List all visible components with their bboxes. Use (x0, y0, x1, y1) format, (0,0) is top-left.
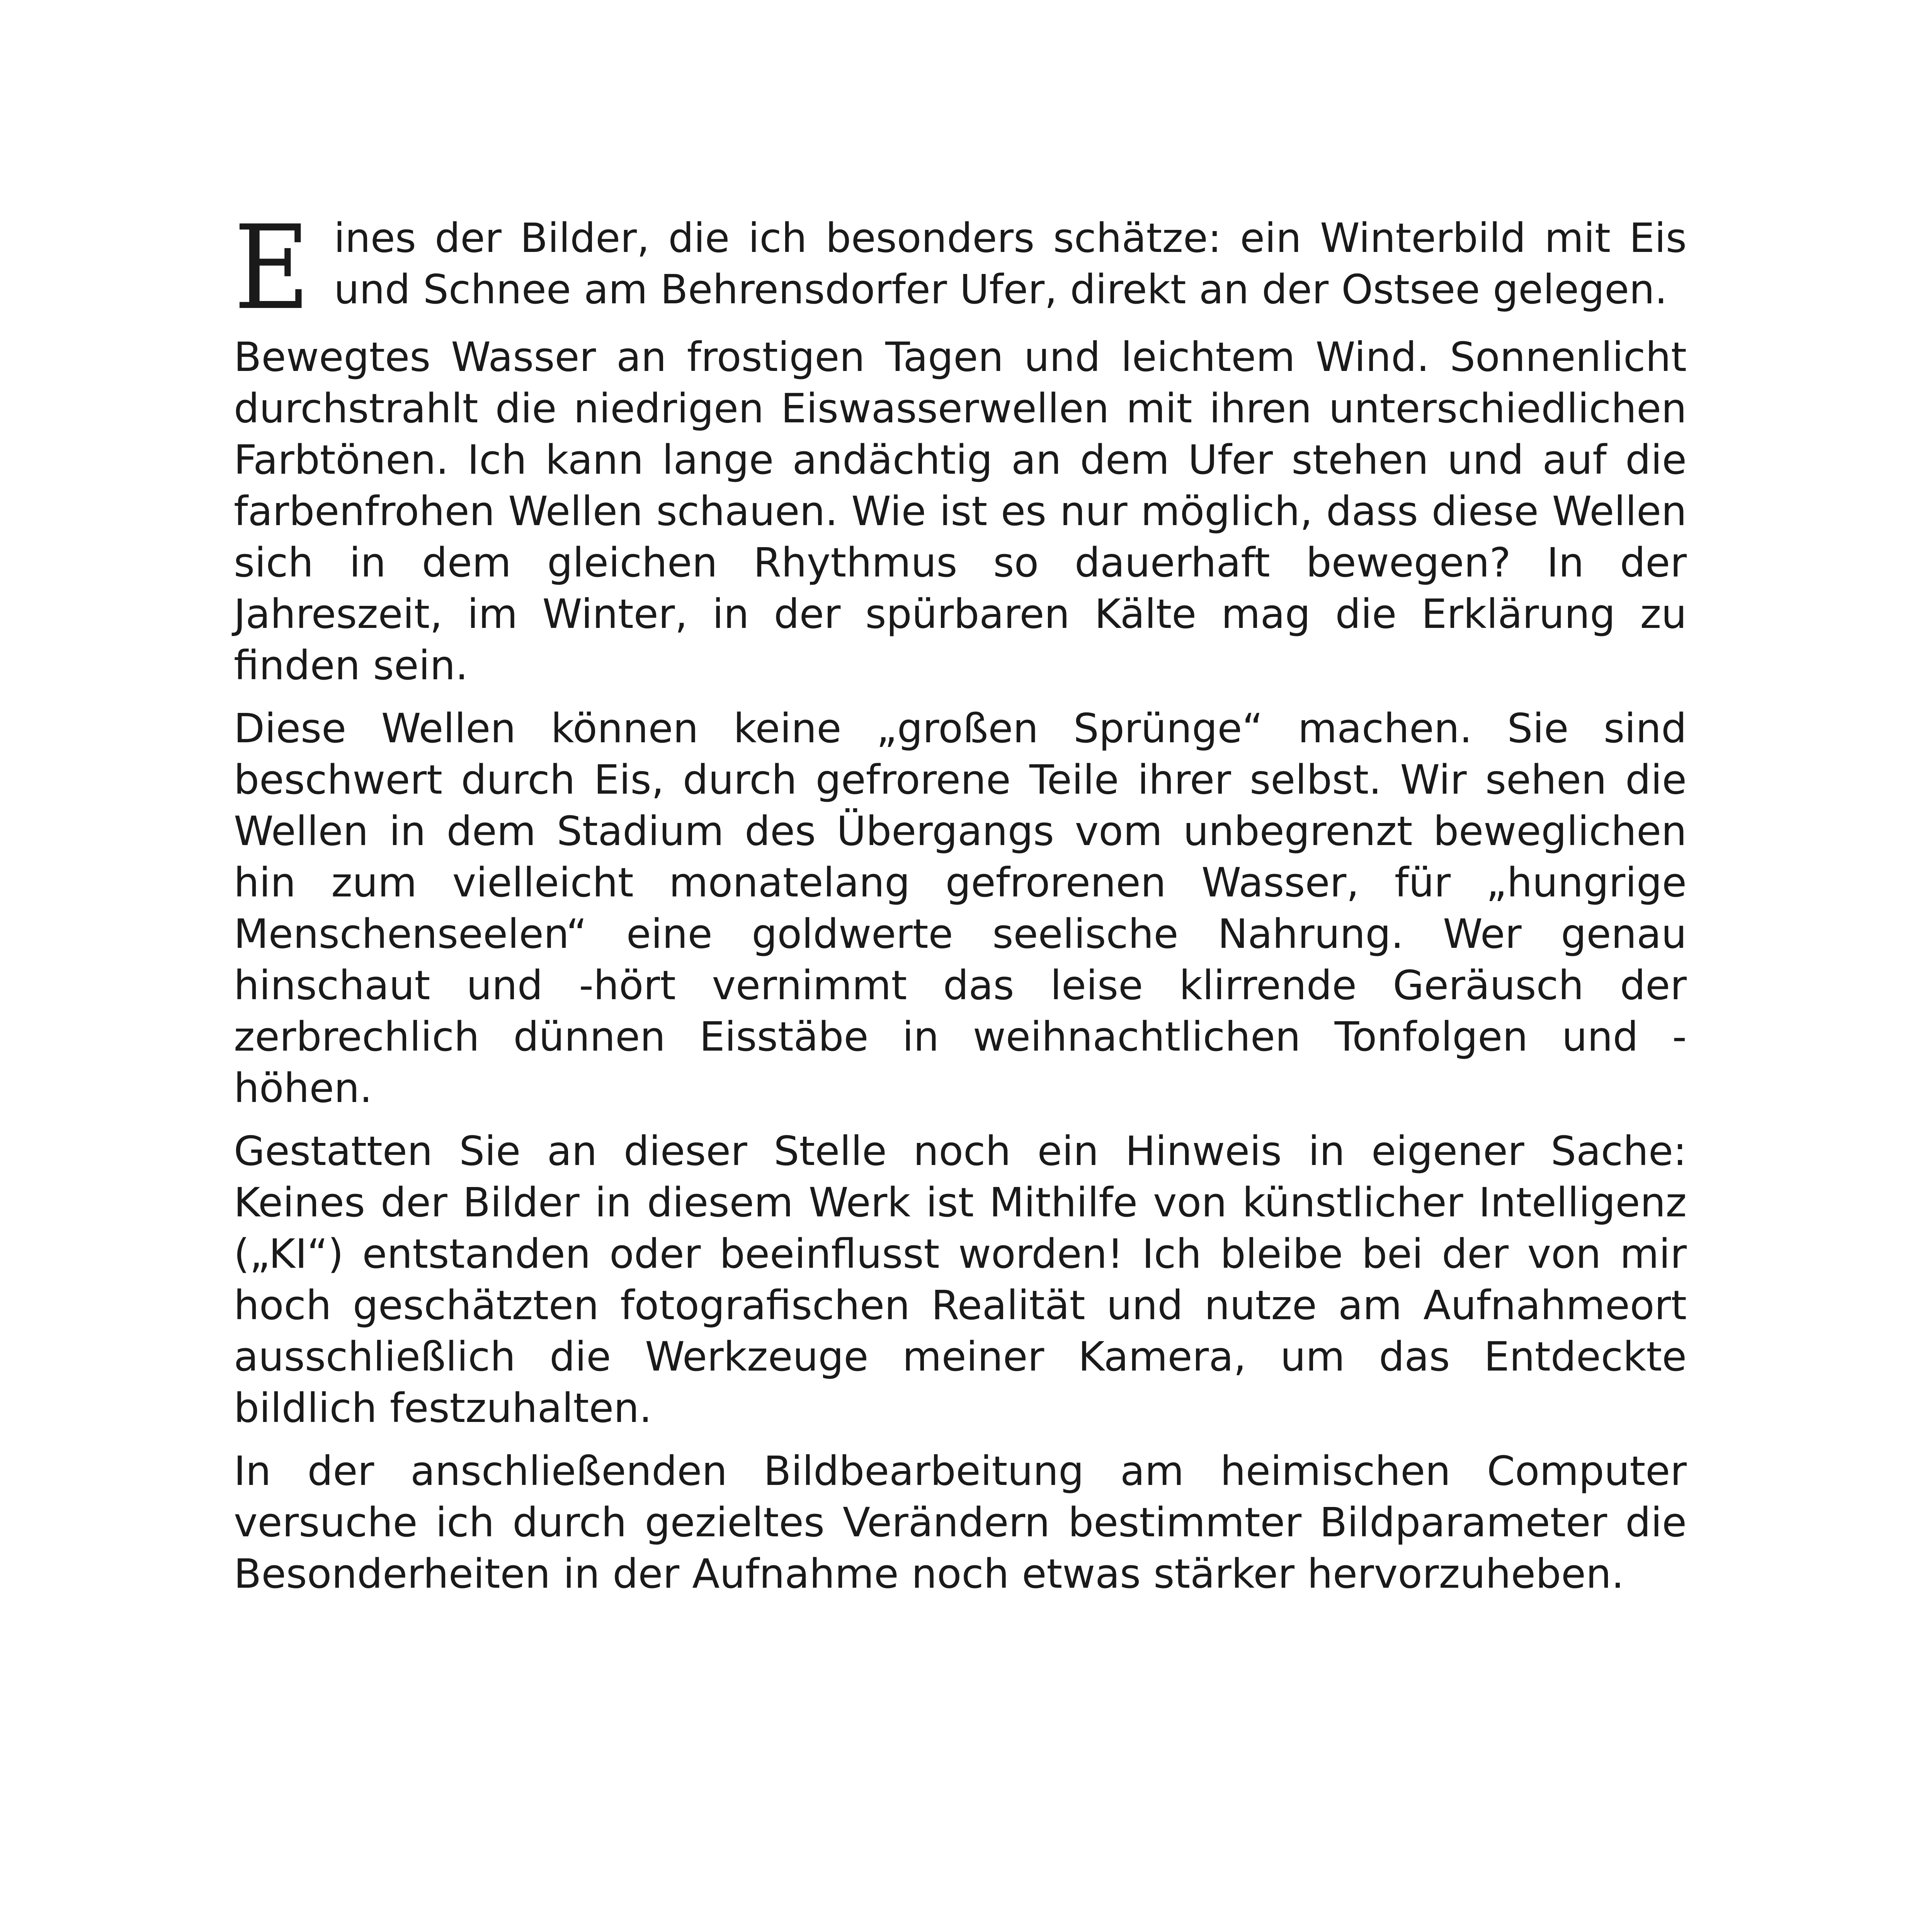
drop-cap: E (234, 201, 310, 335)
body-text (234, 201, 1687, 1611)
paragraph-5: In der anschließenden Bildbearbeitung am heimischen Computer versuche ich durch gezieltes Verändern bestimmter Bildparameter die Besonderheiten in der Aufnahme noch etwas stärker hervorzuheben. (234, 1447, 1687, 1597)
paragraph-2: Bewegtes Wasser an frostigen Tagen und leichtem Wind. Sonnenlicht durchstrahlt die niedrigen Eiswasserwellen mit ihren unterschiedlichen Farbtönen. Ich kann lange andächtig an dem Ufer stehen und auf die farbenfrohen Wellen schauen. Wie ist es nur möglich, dass diese Wellen sich in dem gleichen Rhythmus so dauerhaft bewegen? In der Jahreszeit, im Winter, in der spürbaren Kälte mag die Erklärung zu finden sein. (234, 333, 1687, 689)
paragraph-1 (234, 201, 1687, 335)
paragraph-4: Gestatten Sie an dieser Stelle noch ein Hinweis in eigener Sache: Keines der Bilder in diesem Werk ist Mithilfe von künstlicher Intelligenz („KI“) entstanden oder beeinflusst worden! Ich bleibe bei der von mir hoch geschätzten fotografischen Realität und nutze am Aufnahmeort ausschließlich die Werkzeuge meiner Kamera, um das Entdeckte bildlich festzuhalten. (234, 1128, 1687, 1432)
paragraph-1-text: ines der Bilder, die ich besonders schätze: ein Winterbild mit Eis und Schnee am Behrensdorfer Ufer, direkt an der Ostsee gelegen. (334, 214, 1687, 313)
paragraph-3: Diese Wellen können keine „großen Sprünge“ machen. Sie sind beschwert durch Eis, durch gefrorene Teile ihrer selbst. Wir sehen die Wellen in dem Stadium des Übergangs vom unbegrenzt beweglichen hin zum vielleicht monatelang gefrorenen Wasser, für „hungrige Menschenseelen“ eine goldwerte seelische Nahrung. Wer genau hinschaut und -hört vernimmt das leise klirrende Geräusch der zerbrechlich dünnen Eisstäbe in weihnachtlichen Tonfolgen und - höhen. (234, 705, 1687, 1112)
